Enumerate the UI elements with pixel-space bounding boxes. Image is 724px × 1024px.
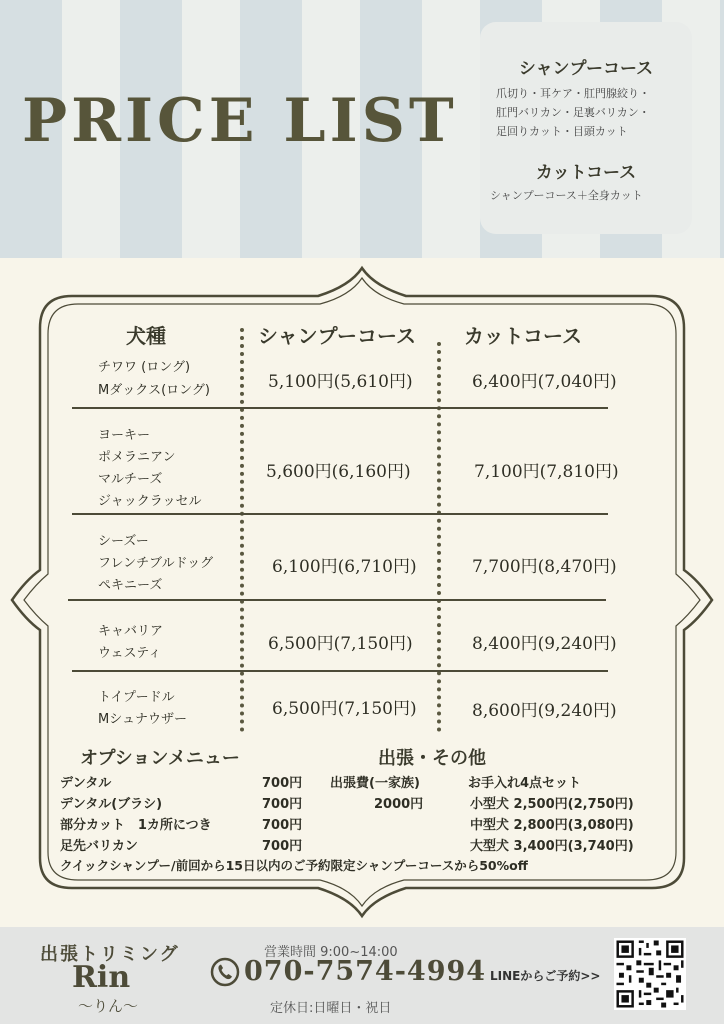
shampoo-price: 6,500円(7,150円)	[268, 634, 413, 654]
breed-name: トイプードル	[98, 690, 175, 705]
quick-shampoo-note: クイックシャンプー/前回から15日以内のご予約限定シャンプーコースから50%off	[60, 858, 528, 873]
shampoo-course-line: 爪切り・耳ケア・肛門腺絞り・	[496, 87, 650, 100]
breed-column-header: 犬種	[126, 324, 166, 348]
page-title: PRICE LIST	[22, 86, 458, 156]
cut-price: 8,600円(9,240円)	[472, 701, 617, 721]
travel-fee-value: 2000円	[374, 797, 424, 812]
row-divider	[72, 407, 608, 409]
travel-title: 出張・その他	[378, 748, 486, 769]
care-set-item: 大型犬 3,400円(3,740円)	[470, 839, 634, 854]
breed-name: フレンチブルドッグ	[98, 556, 214, 571]
option-price: 700円	[262, 818, 303, 833]
phone-number[interactable]: 070-7574-4994	[244, 956, 487, 987]
row-divider	[72, 670, 608, 672]
breed-name: ヨーキー	[98, 428, 151, 443]
shampoo-course-title: シャンプーコース	[518, 59, 654, 79]
shampoo-course-line: 足回りカット・目頭カット	[496, 125, 628, 138]
option-price: 700円	[262, 776, 303, 791]
option-name: デンタル(ブラシ)	[60, 797, 163, 812]
option-name: デンタル	[60, 776, 112, 791]
breed-name: Mシュナウザー	[98, 712, 187, 727]
cut-price: 7,100円(7,810円)	[474, 462, 619, 482]
shop-tagline: 出張トリミング	[40, 944, 180, 965]
shampoo-column-header: シャンプーコース	[258, 324, 416, 348]
cut-price: 8,400円(9,240円)	[472, 634, 617, 654]
breed-name: シーズー	[98, 534, 149, 549]
breed-name: ウェスティ	[98, 646, 162, 661]
business-hours: 営業時間 9:00~14:00	[264, 945, 398, 960]
cut-course-line: シャンプーコース＋全身カット	[490, 189, 643, 202]
row-divider	[72, 513, 608, 515]
cut-price: 6,400円(7,040円)	[472, 372, 617, 392]
options-title: オプションメニュー	[80, 748, 240, 769]
option-name: 部分カット 1カ所につき	[60, 818, 212, 833]
breed-name: ペキニーズ	[98, 578, 163, 593]
shampoo-price: 5,600円(6,160円)	[266, 462, 411, 482]
shampoo-price: 6,500円(7,150円)	[272, 699, 417, 719]
shampoo-price: 6,100円(6,710円)	[272, 557, 417, 577]
course-description-box	[480, 22, 692, 234]
cut-column-header: カットコース	[464, 324, 582, 348]
shop-name: Rin	[72, 960, 131, 995]
shampoo-price: 5,100円(5,610円)	[268, 372, 413, 392]
shampoo-course-line: 肛門バリカン・足裏バリカン・	[496, 106, 650, 119]
breed-name: Mダックス(ロング)	[98, 383, 210, 398]
breed-name: ポメラニアン	[98, 450, 176, 465]
care-set-title: お手入れ4点セット	[468, 776, 582, 791]
closed-days: 定休日:日曜日・祝日	[270, 1001, 392, 1016]
breed-name: キャバリア	[98, 624, 164, 639]
qr-code-icon[interactable]	[614, 938, 686, 1010]
care-set-item: 中型犬 2,800円(3,080円)	[470, 818, 634, 833]
breed-name: チワワ (ロング)	[98, 360, 191, 375]
option-name: 足先バリカン	[60, 839, 138, 854]
phone-icon	[210, 957, 240, 987]
cut-course-title: カットコース	[535, 163, 637, 183]
option-price: 700円	[262, 797, 303, 812]
travel-fee-label: 出張費(一家族)	[330, 776, 420, 791]
care-set-item: 小型犬 2,500円(2,750円)	[470, 797, 634, 812]
option-price: 700円	[262, 839, 303, 854]
column-divider	[437, 342, 441, 732]
breed-name: ジャックラッセル	[98, 494, 202, 509]
line-reservation-link[interactable]: LINEからご予約>>	[490, 969, 601, 983]
cut-price: 7,700円(8,470円)	[472, 557, 617, 577]
shop-name-kana: 〜りん〜	[78, 997, 139, 1015]
breed-name: マルチーズ	[98, 472, 163, 487]
row-divider	[68, 599, 606, 601]
